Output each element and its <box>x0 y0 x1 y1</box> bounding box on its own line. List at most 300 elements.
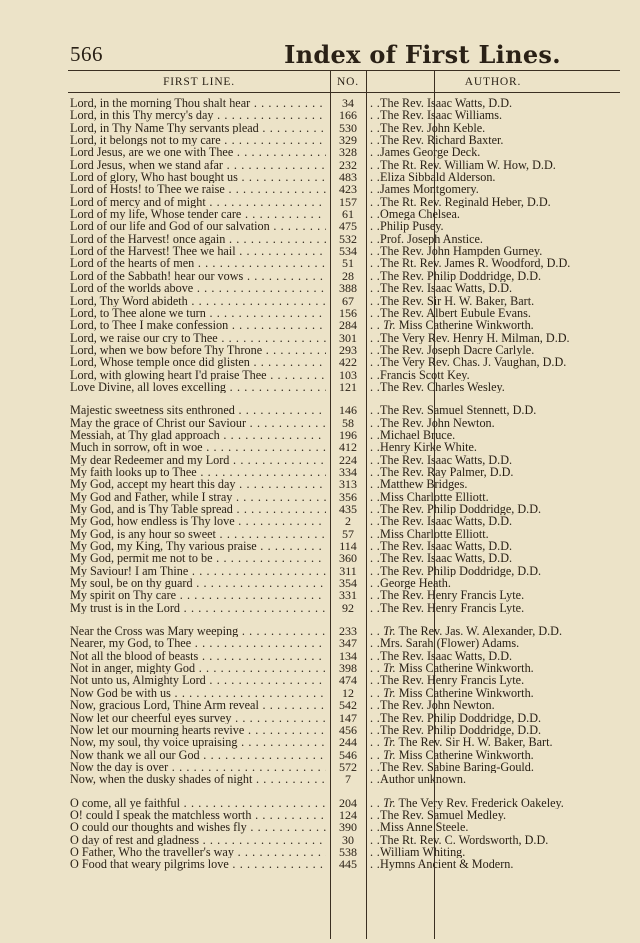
first-line-text: Now, when the dusky shades of night . . . <box>70 773 326 785</box>
author-name: The Rev. Sir H. W. Baker, Bart. <box>398 736 553 749</box>
author-cell <box>370 761 620 773</box>
author-name: George Heath. <box>380 577 451 590</box>
author-cell <box>370 687 620 699</box>
hymn-number: 156 <box>339 305 357 320</box>
author-name: William Whiting. <box>380 845 466 859</box>
hymn-number: 12 <box>342 685 354 700</box>
first-line-text: Lord, Thy Word abideth . . . <box>70 295 326 307</box>
leader-dots: . . <box>370 589 381 602</box>
author-cell <box>370 109 620 121</box>
author-cell <box>370 565 620 577</box>
author-name: Miss Anne Steele. <box>380 821 469 834</box>
author-name: The Rev. Isaac Watts, D.D. <box>380 515 513 528</box>
first-line-text: Now let our cheerful eyes survey . . . <box>70 712 326 724</box>
index-row <box>68 503 620 515</box>
column-header-author: AUTHOR. <box>464 76 522 88</box>
leader-dots: . . <box>370 515 381 528</box>
first-line-text: O come, all ye faithful . . . <box>70 797 326 809</box>
hymn-number: 542 <box>339 698 357 713</box>
author-name: Miss Catherine Winkworth. <box>398 319 534 332</box>
leader-dots: . . <box>370 146 381 159</box>
author-name: The Rev. Ray Palmer, D.D. <box>380 465 514 479</box>
hymn-number: 232 <box>339 157 357 172</box>
first-line-text: Lord of the Harvest! Thee we hail . . . <box>70 245 326 257</box>
author-name: Author unknown. <box>380 773 467 786</box>
hymn-number: 121 <box>339 379 357 394</box>
author-cell <box>370 637 620 649</box>
index-row <box>68 220 620 232</box>
hymn-number: 331 <box>339 588 357 603</box>
hymn-number: 293 <box>339 342 357 357</box>
leader-dots: . . <box>370 220 381 233</box>
hymn-number: 28 <box>342 268 354 283</box>
first-line-text: My God, my King, Thy various praise . . . <box>70 540 326 552</box>
index-row <box>68 381 620 393</box>
first-line-text: My spirit on Thy care . . . <box>70 589 326 601</box>
leader-dots: . . <box>370 158 381 172</box>
author-name: The Rev. Isaac Watts, D.D. <box>380 649 513 663</box>
first-line-text: My faith looks up to Thee . . . <box>70 466 326 478</box>
author-name: Omega Chelsea. <box>380 208 460 221</box>
author-cell <box>370 602 620 614</box>
hymn-number: 196 <box>339 427 357 442</box>
index-table <box>68 70 620 939</box>
author-cell <box>370 282 620 294</box>
leader-dots: . . <box>370 527 381 541</box>
hymn-number: 538 <box>339 844 357 859</box>
hymn-number: 134 <box>339 648 357 663</box>
hymn-number: 92 <box>342 600 354 615</box>
leader-dots: . . <box>370 773 381 786</box>
first-line-text: My God, how endless is Thy love . . . <box>70 515 326 527</box>
leader-dots: . . <box>370 723 381 737</box>
first-line-text: O could our thoughts and wishes fly . . . <box>70 821 326 833</box>
leader-dots: . . <box>370 428 381 442</box>
leader-dots: . . <box>370 577 381 590</box>
author-name: The Rt. Rev. Reginald Heber, D.D. <box>380 195 551 209</box>
author-cell <box>370 577 620 589</box>
hymn-number: 57 <box>342 526 354 541</box>
hymn-number: 398 <box>339 661 357 676</box>
hymn-number: 572 <box>339 759 357 774</box>
first-line-text: Lord of the Sabbath! hear our vows . . . <box>70 270 326 282</box>
hymn-number: 313 <box>339 477 357 492</box>
first-line-text: My dear Redeemer and my Lord . . . <box>70 454 326 466</box>
first-line-text: Lord of our life and God of our salvation . . . <box>70 220 326 232</box>
leader-dots: . . <box>370 564 381 578</box>
index-row <box>68 109 620 121</box>
author-cell <box>370 834 620 846</box>
author-cell <box>370 381 620 393</box>
hymn-number: 114 <box>339 539 357 554</box>
author-name: Hymns Ancient & Modern. <box>380 858 514 871</box>
first-line-text: O! could I speak the matchless worth . . . <box>70 809 326 821</box>
index-row <box>68 773 620 785</box>
leader-dots: . . <box>370 601 381 615</box>
index-row <box>68 712 620 724</box>
first-line-text: O Father, Who the traveller's way . . . <box>70 846 326 858</box>
translator-prefix: Tr. <box>383 319 396 332</box>
leader-dots: . . <box>370 343 381 357</box>
translator-prefix: Tr. <box>383 796 396 809</box>
first-line-text: Now, my soul, thy voice upraising . . . <box>70 736 326 748</box>
author-cell <box>370 797 620 809</box>
author-name: The Rev. Richard Baxter. <box>380 134 504 147</box>
index-row <box>68 699 620 711</box>
author-cell <box>370 159 620 171</box>
author-cell <box>370 809 620 821</box>
author-cell <box>370 625 620 637</box>
first-line-text: Now thank we all our God . . . <box>70 749 326 761</box>
first-line-text: Lord, in the morning Thou shalt hear . . . <box>70 97 326 109</box>
hymn-number: 224 <box>339 452 357 467</box>
author-cell <box>370 122 620 134</box>
translator-prefix: Tr. <box>383 625 396 638</box>
author-cell <box>370 134 620 146</box>
first-line-text: My God, is any hour so sweet . . . <box>70 528 326 540</box>
leader-dots: . . <box>370 97 381 110</box>
translator-prefix: Tr. <box>383 748 396 761</box>
hymn-number: 157 <box>339 194 357 209</box>
author-name: The Rt. Rev. William W. How, D.D. <box>380 158 556 172</box>
author-name: The Rev. John Newton. <box>380 699 495 712</box>
translator-prefix: Tr. <box>383 686 396 700</box>
leader-dots: . . <box>370 171 381 184</box>
hymn-number: 435 <box>339 502 357 516</box>
author-name: The Rev. Philip Doddridge, D.D. <box>380 564 542 578</box>
index-row <box>68 356 620 368</box>
author-name: The Rt. Rev. C. Wordsworth, D.D. <box>380 833 549 846</box>
author-cell <box>370 307 620 319</box>
leader-dots: . . <box>370 232 381 246</box>
author-cell <box>370 257 620 269</box>
leader-dots: . . <box>370 404 381 417</box>
author-name: The Rev. Philip Doddridge, D.D. <box>380 503 542 516</box>
index-row <box>68 319 620 331</box>
first-line-text: Now God be with us . . . <box>70 687 326 699</box>
leader-dots: . . <box>370 257 381 270</box>
leader-dots: . . <box>370 808 381 822</box>
leader-dots: . . <box>370 453 381 466</box>
author-cell <box>370 821 620 833</box>
hymn-number: 328 <box>339 145 357 160</box>
first-line-text: Nearer, my God, to Thee . . . <box>70 637 326 649</box>
leader-dots: . . <box>370 858 381 871</box>
author-name: Miss Catherine Winkworth. <box>398 686 534 700</box>
author-cell <box>370 295 620 307</box>
hymn-number: 34 <box>342 96 354 110</box>
index-row <box>68 183 620 195</box>
author-cell <box>370 540 620 552</box>
author-cell <box>370 674 620 686</box>
page-number: 566 <box>70 42 103 66</box>
author-cell <box>370 662 620 674</box>
author-cell <box>370 699 620 711</box>
first-line-text: Lord, we raise our cry to Thee . . . <box>70 332 326 344</box>
first-line-text: Lord Jesus, are we one with Thee . . . <box>70 146 326 158</box>
author-name: The Rev. Isaac Watts, D.D. <box>380 97 513 110</box>
first-line-text: My God, permit me not to be . . . <box>70 552 326 564</box>
leader-dots: . . <box>370 195 381 209</box>
hymn-number: 354 <box>339 576 357 591</box>
author-cell <box>370 491 620 503</box>
author-cell <box>370 319 620 331</box>
author-cell <box>370 417 620 429</box>
author-cell <box>370 858 620 870</box>
hymn-number: 2 <box>345 514 351 529</box>
first-line-text: Lord, in Thy Name Thy servants plead . . . <box>70 122 326 134</box>
author-cell <box>370 344 620 356</box>
author-name: The Rev. Sir H. W. Baker, Bart. <box>380 294 535 307</box>
leader-dots: . . <box>370 465 381 479</box>
author-name: The Rev. John Newton. <box>380 416 495 429</box>
hymn-number: 311 <box>339 563 357 578</box>
author-name: Eliza Sibbald Alderson. <box>380 171 496 184</box>
index-row <box>68 257 620 269</box>
index-rows <box>68 97 620 871</box>
author-name: Miss Catherine Winkworth. <box>398 748 534 761</box>
author-name: Prof. Joseph Anstice. <box>380 232 483 246</box>
hymn-number: 474 <box>339 673 357 688</box>
hymn-number: 530 <box>339 120 357 135</box>
hymn-number: 412 <box>339 440 357 455</box>
hymn-number: 58 <box>342 415 354 430</box>
author-name: The Rev. Jas. W. Alexander, D.D. <box>398 625 563 638</box>
index-row <box>68 674 620 686</box>
author-name: The Very Rev. Frederick Oakeley. <box>398 796 564 809</box>
hymn-number: 532 <box>339 231 357 246</box>
author-cell <box>370 356 620 368</box>
first-line-text: Majestic sweetness sits enthroned . . . <box>70 404 326 416</box>
leader-dots: . . <box>370 711 381 724</box>
leader-dots: . . <box>370 662 381 675</box>
hymn-number: 166 <box>339 108 357 123</box>
author-name: Miss Charlotte Elliott. <box>380 490 489 503</box>
index-row <box>68 821 620 833</box>
leader-dots: . . <box>370 282 381 295</box>
index-row <box>68 761 620 773</box>
leader-dots: . . <box>370 294 381 307</box>
index-row <box>68 478 620 490</box>
author-cell <box>370 552 620 564</box>
hymn-number: 61 <box>342 207 354 222</box>
leader-dots: . . <box>370 625 381 638</box>
leader-dots: . . <box>370 503 381 516</box>
leader-dots: . . <box>370 356 381 369</box>
index-row <box>68 589 620 601</box>
leader-dots: . . <box>370 416 381 429</box>
leader-dots: . . <box>370 540 381 553</box>
leader-dots: . . <box>370 121 381 135</box>
first-line-text: Now let our mourning hearts revive . . . <box>70 724 326 736</box>
leader-dots: . . <box>370 380 381 394</box>
hymn-number: 456 <box>339 722 357 737</box>
hymn-number: 334 <box>339 464 357 479</box>
author-cell <box>370 589 620 601</box>
author-cell <box>370 196 620 208</box>
first-line-text: My God, accept my heart this day . . . <box>70 478 326 490</box>
first-line-text: My God, and is Thy Table spread . . . <box>70 503 326 515</box>
leader-dots: . . <box>370 441 381 454</box>
first-line-text: O day of rest and gladness . . . <box>70 834 326 846</box>
author-name: The Rev. Albert Eubule Evans. <box>380 306 531 320</box>
author-cell <box>370 97 620 109</box>
author-cell <box>370 404 620 416</box>
author-name: Francis Scott Key. <box>380 368 470 381</box>
leader-dots: . . <box>370 748 381 761</box>
hymn-number: 301 <box>339 330 357 345</box>
leader-dots: . . <box>370 649 381 663</box>
index-row <box>68 858 620 870</box>
first-line-text: Much in sorrow, oft in woe . . . <box>70 441 326 453</box>
first-line-text: Lord, when we bow before Thy Throne . . . <box>70 344 326 356</box>
hymn-number: 347 <box>339 636 357 651</box>
author-name: The Rev. Isaac Watts, D.D. <box>380 540 513 553</box>
author-cell <box>370 466 620 478</box>
first-line-text: Now, gracious Lord, Thine Arm reveal . . . <box>70 699 326 711</box>
first-line-text: Lord, to Thee alone we turn . . . <box>70 307 326 319</box>
first-line-text: May the grace of Christ our Saviour . . . <box>70 417 326 429</box>
column-header-first-line: FIRST LINE. <box>163 76 235 88</box>
author-cell <box>370 183 620 195</box>
hymn-number: 51 <box>342 256 354 271</box>
leader-dots: . . <box>370 208 381 221</box>
leader-dots: . . <box>370 306 381 320</box>
first-line-text: Lord, to Thee I make confession . . . <box>70 319 326 331</box>
first-line-text: Not in anger, mighty God . . . <box>70 662 326 674</box>
first-line-text: My trust is in the Lord . . . <box>70 602 326 614</box>
author-name: Miss Charlotte Elliott. <box>380 527 489 541</box>
hymn-number: 30 <box>342 832 354 847</box>
author-cell <box>370 650 620 662</box>
first-line-text: Lord, it belongs not to my care . . . <box>70 134 326 146</box>
hymn-number: 233 <box>339 624 357 639</box>
leader-dots: . . <box>370 109 381 122</box>
leader-dots: . . <box>370 637 381 650</box>
hymn-number: 146 <box>339 403 357 418</box>
author-cell <box>370 712 620 724</box>
first-line-text: Lord, Whose temple once did glisten . . . <box>70 356 326 368</box>
author-name: The Rev. John Hampden Gurney. <box>380 245 543 258</box>
leader-dots: . . <box>370 674 381 687</box>
translator-prefix: Tr. <box>383 662 396 675</box>
author-cell <box>370 270 620 282</box>
hymn-number: 244 <box>339 735 357 750</box>
author-cell <box>370 724 620 736</box>
leader-dots: . . <box>370 736 381 749</box>
author-cell <box>370 332 620 344</box>
hymn-number: 124 <box>339 807 357 822</box>
first-line-text: Lord, with glowing heart I'd praise Thee . . . <box>70 369 326 381</box>
index-row <box>68 282 620 294</box>
first-line-text: Lord of Hosts! to Thee we raise . . . <box>70 183 326 195</box>
author-name: The Rev. Philip Doddridge, D.D. <box>380 711 542 724</box>
author-cell <box>370 245 620 257</box>
hymn-number: 284 <box>339 318 357 333</box>
author-name: Mrs. Sarah (Flower) Adams. <box>380 637 520 650</box>
hymn-number: 390 <box>339 820 357 835</box>
hymn-number: 423 <box>339 182 357 197</box>
author-cell <box>370 528 620 540</box>
author-name: The Rev. Samuel Medley. <box>380 808 507 822</box>
author-name: Miss Catherine Winkworth. <box>398 662 534 675</box>
header-rule <box>68 92 620 93</box>
author-name: The Rev. Henry Francis Lyte. <box>380 601 525 615</box>
author-name: The Rev. Isaac Watts, D.D. <box>380 453 513 466</box>
hymn-number: 67 <box>342 293 354 308</box>
author-cell <box>370 208 620 220</box>
first-line-text: Now the day is over . . . <box>70 761 326 773</box>
first-line-text: Lord of the hearts of men . . . <box>70 257 326 269</box>
hymn-number: 103 <box>339 367 357 382</box>
first-line-text: Lord of the worlds above . . . <box>70 282 326 294</box>
index-row <box>68 404 620 416</box>
author-cell <box>370 171 620 183</box>
hymn-number: 534 <box>339 244 357 259</box>
first-line-text: My God and Father, while I stray . . . <box>70 491 326 503</box>
first-line-text: Lord of the Harvest! once again . . . <box>70 233 326 245</box>
author-cell <box>370 220 620 232</box>
index-row <box>68 602 620 614</box>
author-cell <box>370 503 620 515</box>
leader-dots: . . <box>370 699 381 712</box>
first-line-text: Not all the blood of beasts . . . <box>70 650 326 662</box>
first-line-text: My soul, be on thy guard . . . <box>70 577 326 589</box>
author-name: The Rev. Isaac Williams. <box>380 109 503 122</box>
author-name: James Montgomery. <box>380 183 479 196</box>
leader-dots: . . <box>370 183 381 196</box>
author-cell <box>370 515 620 527</box>
first-line-text: Lord of glory, Who hast bought us . . . <box>70 171 326 183</box>
author-cell <box>370 454 620 466</box>
first-line-text: Not unto us, Almighty Lord . . . <box>70 674 326 686</box>
first-line-text: My Saviour! I am Thine . . . <box>70 565 326 577</box>
first-line-text: Lord, in this Thy mercy's day . . . <box>70 109 326 121</box>
index-row <box>68 295 620 307</box>
author-cell <box>370 478 620 490</box>
author-name: James George Deck. <box>380 146 481 159</box>
first-line-text: Near the Cross was Mary weeping . . . <box>70 625 326 637</box>
index-row <box>68 552 620 564</box>
author-name: The Rev. Joseph Dacre Carlyle. <box>380 343 535 357</box>
author-name: The Very Rev. Chas. J. Vaughan, D.D. <box>380 356 567 369</box>
leader-dots: . . <box>370 821 381 834</box>
hymn-number: 445 <box>339 857 357 872</box>
first-line-text: Lord Jesus, when we stand afar . . . <box>70 159 326 171</box>
author-name: The Rev. Samuel Stennett, D.D. <box>380 404 537 417</box>
leader-dots: . . <box>370 760 381 774</box>
hymn-number: 204 <box>339 795 357 810</box>
hymn-number: 422 <box>339 355 357 370</box>
author-cell <box>370 773 620 785</box>
hymn-number: 475 <box>339 219 357 234</box>
page-title: Index of First Lines. <box>284 40 561 69</box>
leader-dots: . . <box>370 269 381 283</box>
author-name: Henry Kirke White. <box>380 441 477 454</box>
first-line-text: Lord of my life, Whose tender care . . . <box>70 208 326 220</box>
leader-dots: . . <box>370 245 381 258</box>
author-cell <box>370 369 620 381</box>
author-name: Philip Pusey. <box>380 220 444 233</box>
leader-dots: . . <box>370 331 381 344</box>
leader-dots: . . <box>370 796 381 809</box>
author-name: The Rev. Sabine Baring-Gould. <box>380 760 534 774</box>
translator-prefix: Tr. <box>383 736 396 749</box>
leader-dots: . . <box>370 319 381 332</box>
leader-dots: . . <box>370 845 381 859</box>
column-header-number: NO. <box>337 76 359 88</box>
author-name: The Rev. Charles Wesley. <box>380 380 505 394</box>
